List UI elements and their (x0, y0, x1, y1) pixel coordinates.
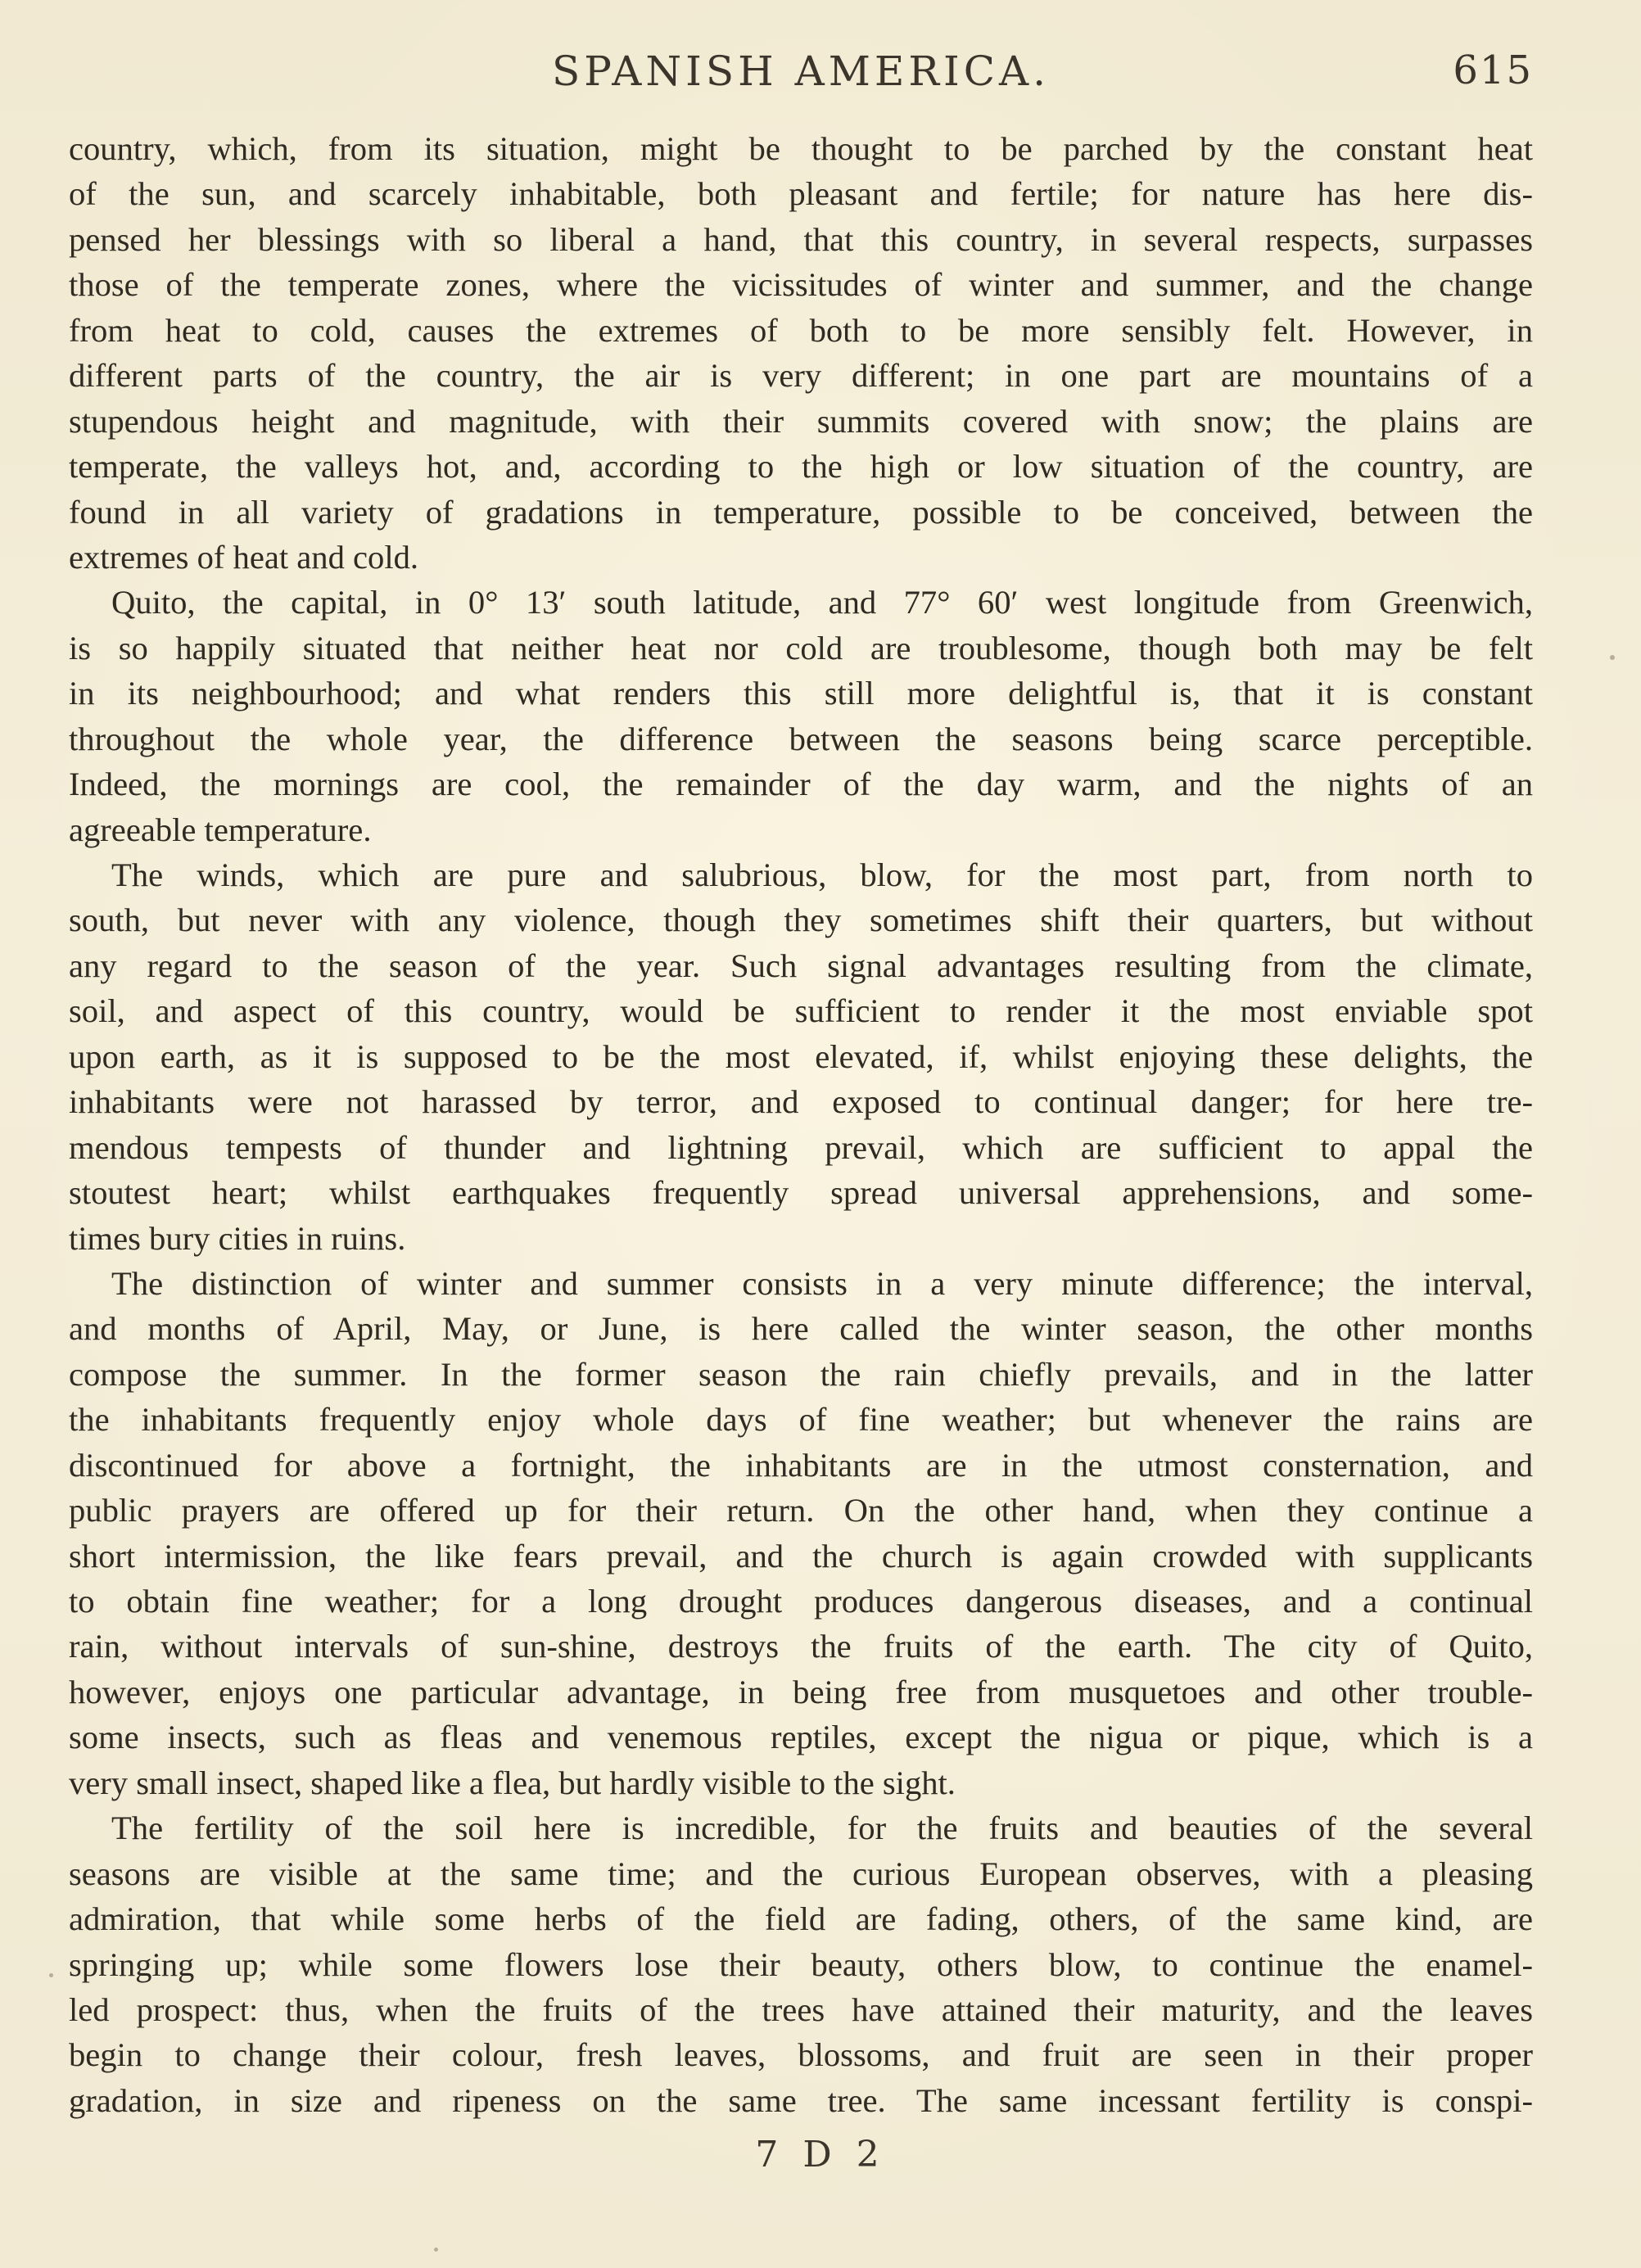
text-line: upon earth, as it is supposed to be the most elevated, if, whilst enjoying these delights, the (69, 1037, 1533, 1075)
text-line: stoutest heart; whilst earthquakes frequently spread universal apprehensions, and some- (69, 1174, 1533, 1212)
text-line: soil, and aspect of this country, would be sufficient to render it the most enviable spot (69, 992, 1533, 1030)
text-line: seasons are visible at the same time; and the curious European observes, with a pleasing (69, 1855, 1533, 1892)
text-line: The winds, which are pure and salubrious, blow, for the most part, from north to (111, 856, 1533, 893)
paper-speck (1610, 655, 1615, 660)
text-line: public prayers are offered up for their return. On the other hand, when they continue a (69, 1492, 1533, 1529)
text-line: any regard to the season of the year. Such signal advantages resulting from the climate, (69, 947, 1533, 984)
text-line: those of the temperate zones, where the vicissitudes of winter and summer, and the change (69, 266, 1533, 304)
text-line: agreeable temperature. (69, 811, 372, 848)
text-line: of the sun, and scarcely inhabitable, both pleasant and fertile; for nature has here dis- (69, 175, 1533, 213)
text-line: extremes of heat and cold. (69, 538, 419, 576)
text-line: is so happily situated that neither heat nor cold are troublesome, though both may be felt (69, 629, 1533, 666)
text-line: times bury cities in ruins. (69, 1219, 406, 1257)
text-line: and months of April, May, or June, is here called the winter season, the other months (69, 1310, 1533, 1348)
paragraph-1 (69, 126, 1533, 580)
text-line: discontinued for above a fortnight, the inhabitants are in the utmost consternation, and (69, 1446, 1533, 1484)
paragraph-5 (69, 1805, 1533, 2123)
text-line: however, enjoys one particular advantage, in being free from musquetoes and other trouble- (69, 1673, 1533, 1710)
text-line: inhabitants were not harassed by terror, and exposed to continual danger; for here tre- (69, 1083, 1533, 1121)
text-line: different parts of the country, the air is very different; in one part are mountains of a (69, 357, 1533, 395)
text-line: country, which, from its situation, might be thought to be parched by the constant heat (69, 130, 1533, 167)
signature-mark: 7 D 2 (755, 2134, 886, 2175)
body-text (69, 126, 1533, 2123)
text-line: the inhabitants frequently enjoy whole days of fine weather; but whenever the rains are (69, 1401, 1533, 1439)
text-line: The fertility of the soil here is incredible, for the fruits and beauties of the several (111, 1809, 1533, 1847)
text-line: gradation, in size and ripeness on the same tree. The same incessant fertility is conspi- (69, 2081, 1533, 2119)
text-line: rain, without intervals of sun-shine, destroys the fruits of the earth. The city of Quito, (69, 1628, 1533, 1665)
paragraph-3 (69, 852, 1533, 1261)
text-line: temperate, the valleys hot, and, according to the high or low situation of the country, are (69, 448, 1533, 486)
text-line: compose the summer. In the former season the rain chiefly prevails, and in the latter (69, 1355, 1533, 1393)
text-line: throughout the whole year, the difference between the seasons being scarce perceptible. (69, 720, 1533, 757)
text-line: pensed her blessings with so liberal a hand, that this country, in several respects, surpasses (69, 220, 1533, 258)
paper-speck (49, 1973, 53, 1977)
text-line: springing up; while some flowers lose their beauty, others blow, to continue the enamel- (69, 1945, 1533, 1983)
paper-speck (434, 2248, 438, 2252)
paragraph-2 (69, 580, 1533, 852)
text-line: stupendous height and magnitude, with their summits covered with snow; the plains are (69, 402, 1533, 440)
text-line: very small insect, shaped like a flea, but hardly visible to the sight. (69, 1764, 956, 1801)
paragraph-4 (69, 1261, 1533, 1805)
text-line: led prospect: thus, when the fruits of the trees have attained their maturity, and the leaves (69, 1990, 1533, 2028)
text-line: to obtain fine weather; for a long drought produces dangerous diseases, and a continual (69, 1583, 1533, 1620)
text-line: south, but never with any violence, though they sometimes shift their quarters, but without (69, 901, 1533, 939)
text-line: short intermission, the like fears prevail, and the church is again crowded with supplicants (69, 1537, 1533, 1574)
text-line: from heat to cold, causes the extremes of both to be more sensibly felt. However, in (69, 311, 1533, 349)
text-line: The distinction of winter and summer consists in a very minute difference; the interval, (111, 1264, 1533, 1302)
running-title: SPANISH AMERICA. (551, 47, 1051, 95)
text-line: Quito, the capital, in 0° 13′ south latitude, and 77° 60′ west longitude from Greenwich, (111, 584, 1533, 621)
text-line: found in all variety of gradations in temperature, possible to be conceived, between the (69, 493, 1533, 531)
text-line: begin to change their colour, fresh leaves, blossoms, and fruit are seen in their proper (69, 2036, 1533, 2074)
page-number: 615 (1453, 47, 1533, 93)
text-line: admiration, that while some herbs of the field are fading, others, of the same kind, are (69, 1900, 1533, 1938)
text-line: some insects, such as fleas and venemous reptiles, except the nigua or pique, which is a (69, 1719, 1533, 1756)
text-line: mendous tempests of thunder and lightning prevail, which are sufficient to appal the (69, 1128, 1533, 1166)
running-head (69, 43, 1533, 100)
text-line: in its neighbourhood; and what renders this still more delightful is, that it is constant (69, 675, 1533, 712)
text-line: Indeed, the mornings are cool, the remainder of the day warm, and the nights of an (69, 766, 1533, 803)
